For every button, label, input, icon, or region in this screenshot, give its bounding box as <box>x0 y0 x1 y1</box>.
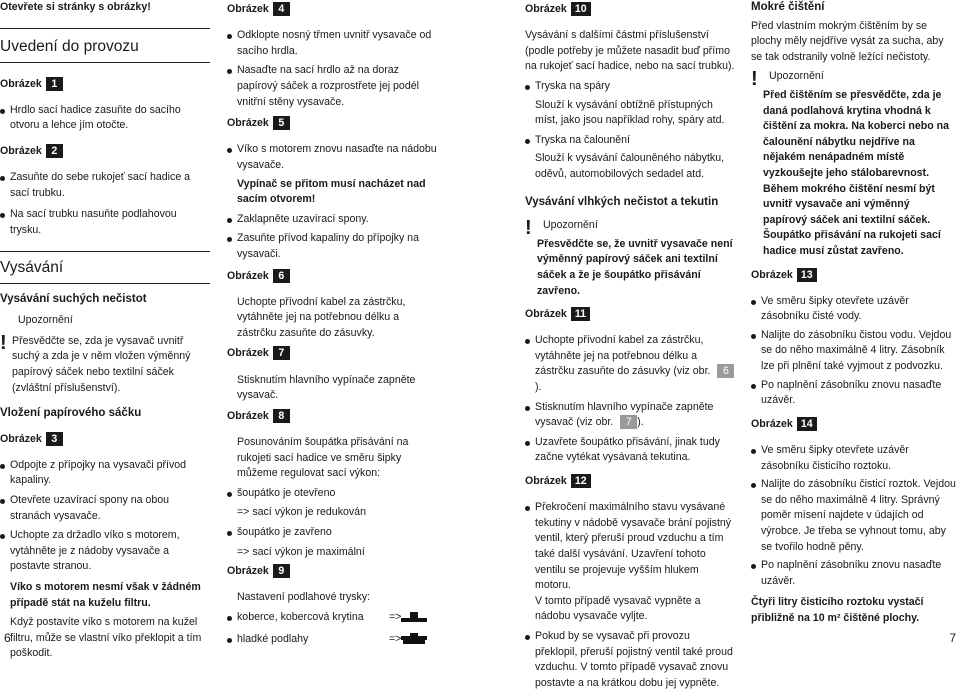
list-item: Nalijte do zásobníku čistou vodu. Vejdou se do něho maximálně 4 litry. Zásobník lze při plnění také vyjmout z podvozku. <box>751 328 956 375</box>
list-fig8 <box>227 486 437 502</box>
column-2 <box>227 0 437 647</box>
list-item: Stisknutím hlavního vypínače zapněte vysavač (viz obr. 7 ). <box>525 400 735 431</box>
figure-5-label: Obrázek 5 <box>227 116 437 132</box>
closing-note: Čtyři litry čisticího roztoku vystačí přibližně na 10 m² čištěné plochy. <box>751 596 924 624</box>
figure-12-label: Obrázek 12 <box>525 474 735 490</box>
figure-7-label: Obrázek 7 <box>227 346 437 362</box>
list-fig3 <box>0 458 210 575</box>
list-item: Ve směru šipky otevřete uzávěr zásobníku čisté vody. <box>751 294 956 325</box>
list-item: Zasuňte přívod kapaliny do přípojky na vysavači. <box>227 231 437 262</box>
list-item: Tryska na čalounění <box>525 133 735 149</box>
figure-2-label: Obrázek 2 <box>0 144 210 160</box>
warning-title: Upozornění <box>543 219 598 232</box>
column-3 <box>525 0 735 691</box>
heading-bag: Vložení papírového sáčku <box>0 407 142 420</box>
heading-dry: Vysávání suchých nečistot <box>0 292 147 305</box>
list-item: Víko s motorem znovu nasaďte na nádobu vysavače. <box>227 142 437 173</box>
result-text: => sací výkon je redukován <box>237 506 366 519</box>
list-item: Hrdlo sací hadice zasuňte do sacího otvoru a lehce jím otočte. <box>0 103 210 134</box>
list-item: Otevřete uzavírací spony na obou stranách vysavače. <box>0 493 210 524</box>
list-item: koberce, kobercová krytina => <box>227 610 437 626</box>
list-item: Po naplnění zásobníku znovu nasaďte uzávěr. <box>751 378 956 409</box>
list-item: Na sací trubku nasuňte podlahovou trysku. <box>0 207 210 238</box>
figure-1-label: Obrázek 1 <box>0 77 210 93</box>
result-text: => sací výkon je maximální <box>237 545 365 558</box>
list-fig5 <box>227 142 437 173</box>
exclamation-icon: ! <box>525 217 532 240</box>
figure-8-text: Posunováním šoupátka přisávání na rukojeti sací hadice ve směru šipky můžeme regulovat sací výkon: <box>237 436 409 480</box>
divider <box>0 28 210 29</box>
heading-setup: Uvedení do provozu <box>0 37 139 55</box>
figure-14-label: Obrázek 14 <box>751 417 956 433</box>
figure-13-label: Obrázek 13 <box>751 268 956 284</box>
list-item: hladké podlahy => <box>227 632 437 648</box>
figure-10-text: Vysávání s dalšími částmi příslušenství (podle potřeby je můžete nasadit buď přímo na rukojeť sací hadice, nebo na sací trubku). <box>525 29 735 73</box>
warning-box <box>525 218 735 299</box>
list-item: Nasaďte na sací hrdlo až na doraz papírový sáček a rozprostřete jej podél vnitřní stěny vysavače. <box>227 63 437 110</box>
list-fig10b <box>525 133 735 149</box>
figure-4-label: Obrázek 4 <box>227 2 437 18</box>
figure-9-label: Obrázek 9 <box>227 564 437 580</box>
figure-11-label: Obrázek 11 <box>525 307 735 323</box>
warning-text: Přesvědčte se, že uvnitř vysavače není výměnný papírový sáček ani textilní sáček a že je šoupátko přisávání zavřeno. <box>537 237 733 297</box>
figure-3-label: Obrázek 3 <box>0 432 210 448</box>
list-fig13 <box>751 294 956 409</box>
list-fig12b <box>525 629 735 691</box>
list-fig14 <box>751 443 956 589</box>
figure-9-text: Nastavení podlahové trysky: <box>237 591 371 604</box>
divider <box>0 251 210 252</box>
nozzle-setting-carpet: => <box>389 610 427 626</box>
nozzle-setting-hard-floor: => <box>389 632 427 648</box>
brush-retracted-icon <box>401 611 427 623</box>
page-number-left: 6 <box>4 631 11 646</box>
list-item: Uchopte za držadlo víko s motorem, vytáhněte je z nádoby vysavače a postavte stranou. <box>0 528 210 575</box>
list-fig10 <box>525 79 735 95</box>
divider <box>0 62 210 63</box>
bold-note: Víko s motorem nesmí však v žádném případě stát na kuželu filtru. <box>10 581 201 609</box>
list-fig11 <box>525 333 735 466</box>
bold-note: Vypínač se přitom musí nacházet nad sacím otvorem! <box>237 177 426 206</box>
warning-text: Přesvědčte se, zda je vysavač uvnitř suchý a zda je v něm vložen výměnný papírový sáček nebo textilní sáček (zvláštní příslušenství). <box>12 334 191 394</box>
column-1 <box>0 0 210 662</box>
list-item: Zaklapněte uzavírací spony. <box>227 212 437 228</box>
list-fig2 <box>0 170 210 238</box>
warning-title: Upozornění <box>18 314 73 327</box>
list-item: Uzavřete šoupátko přisávání, jinak tudy začne vytékat vysávaná tekutina. <box>525 435 735 466</box>
heading-wet: Vysávání vlhkých nečistot a tekutin <box>525 195 719 208</box>
page-number-right: 7 <box>949 631 956 646</box>
accessory-description: Slouží k vysávání čalouněného nábytku, oděvů, automobilových sedadel atd. <box>535 152 725 180</box>
list-fig1 <box>0 103 210 134</box>
warning-title: Upozornění <box>769 70 824 83</box>
figure-reference: 6 <box>717 364 734 378</box>
list-item: Pokud by se vysavač při provozu překlopil, přeruší pojistný ventil také proud vzduchu. V tomto případě vysavač znovu postavte a na krátkou dobu jej vypněte. <box>525 629 735 691</box>
warning-box <box>751 69 956 259</box>
accessory-description: Slouží k vysávání obtížně přístupných míst, jako jsou například rohy, spáry atd. <box>535 98 725 127</box>
figure-6-label: Obrázek 6 <box>227 269 437 285</box>
heading-vacuum: Vysávání <box>0 258 64 276</box>
list-item: Tryska na spáry <box>525 79 735 95</box>
list-item: šoupátko je otevřeno <box>227 486 437 502</box>
list-item: Nalijte do zásobníku čisticí roztok. Vejdou se do něho maximálně 4 litry. Správný poměr mísení najdete v údajích od výrobce. Je třeba se vyhnout tomu, aby se tvořilo hodně pěny. <box>751 477 956 555</box>
list-fig4 <box>227 28 437 110</box>
list-item: Ve směru šipky otevřete uzávěr zásobníku čisticího roztoku. <box>751 443 956 474</box>
exclamation-icon: ! <box>0 332 7 355</box>
list-item: Zasuňte do sebe rukojeť sací hadice a sací trubku. <box>0 170 210 201</box>
list-item: Odklopte nosný třmen uvnitř vysavače od sacího hrdla. <box>227 28 437 59</box>
exclamation-icon: ! <box>751 68 758 91</box>
figure-7-text: Stisknutím hlavního vypínače zapněte vysavač. <box>237 373 416 402</box>
figure-6-text: Uchopte přívodní kabel za zástrčku, vytáhněte jej na potřebnou délku a zástrčku zasuňte do zásuvky. <box>237 295 406 339</box>
figure-10-label: Obrázek 10 <box>525 2 735 18</box>
list-fig8b <box>227 525 437 541</box>
column-4 <box>751 0 956 627</box>
list-item: šoupátko je zavřeno <box>227 525 437 541</box>
note: Když postavíte víko s motorem na kužel filtru, může se vlastní víko překlopit a tím poškodit. <box>10 616 202 660</box>
divider <box>0 283 210 284</box>
intro-text: Před vlastním mokrým čištěním by se plochy měly nejdříve vysát za sucha, aby se tak odstranily volně ležící nečistoty. <box>751 19 944 63</box>
note: V tomto případě vysavač vypněte a nádobu vysavače vyljte. <box>535 594 701 623</box>
warning-text: Před čištěním se přesvědčte, zda je daná podlahová krytina vhodná k čištění za mokra. Na koberci nebo na čalounění nábytku nejdříve na nějakém nenápadném místě vyzkoušejte jeho stálobarevnost. Během mokrého čištění nesmí být uvnitř vysavače ani výměnný papírový sáček ani textilní sáček. Šoupátko přisávání na rukojeti sací hadice musí zůstat zavřeno. <box>763 88 950 257</box>
heading-wet-cleaning: Mokré čištění <box>751 1 825 13</box>
figure-reference: 7 <box>620 415 637 429</box>
list-fig5b <box>227 212 437 263</box>
list-fig9 <box>227 610 437 647</box>
figure-8-label: Obrázek 8 <box>227 409 437 425</box>
list-item: Po naplnění zásobníku znovu nasaďte uzávěr. <box>751 558 956 589</box>
list-fig12 <box>525 500 735 594</box>
top-instruction: Otevřete si stránky s obrázky! <box>0 1 151 13</box>
warning-box <box>0 313 210 396</box>
list-item: Uchopte přívodní kabel za zástrčku, vytáhněte jej na potřebnou délku a zástrčku zasuňte do zásuvky (viz obr. 6). <box>525 333 735 395</box>
list-item: Překročení maximálního stavu vysávané tekutiny v nádobě vysavače brání pojistný ventil, který přeruší proud vzduchu a tím také další vysávání. Uzavření tohoto ventilu se projevuje vyšším hlukem motoru. <box>525 500 735 594</box>
list-item: Odpojte z přípojky na vysavači přívod kapaliny. <box>0 458 210 489</box>
brush-extended-icon <box>401 633 427 645</box>
